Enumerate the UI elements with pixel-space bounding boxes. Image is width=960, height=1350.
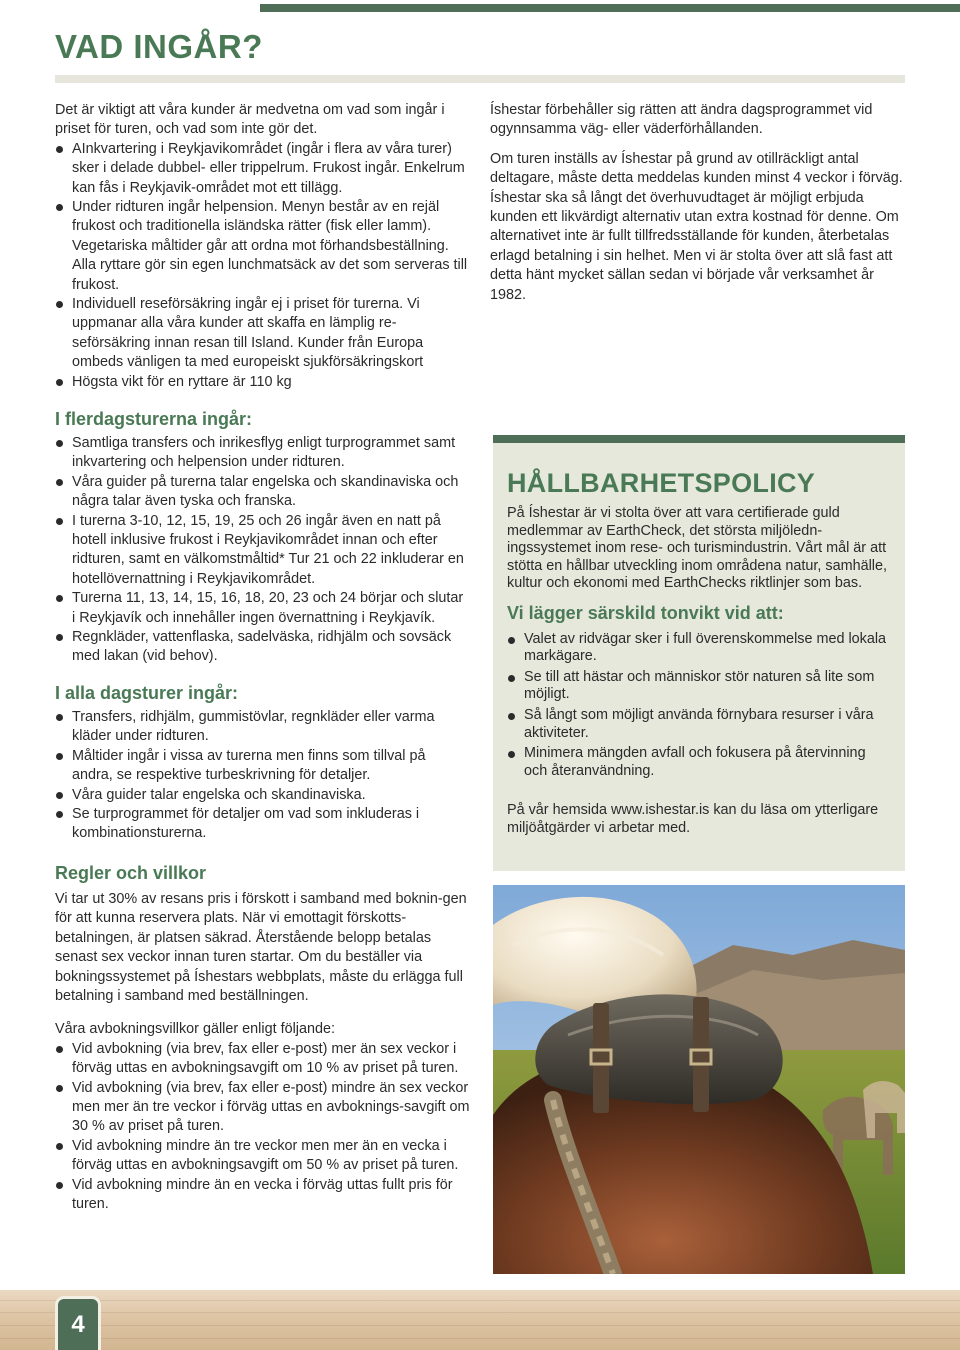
list-item: AInkvartering i Reykjavikområdet (ingår i flera av våra turer) sker i delade dubbel- eller trippelrum. Frukost ingår. Enkelrum kan fås i Reykjavik-området mot ett tillägg. bbox=[55, 140, 470, 198]
top-accent-bar bbox=[0, 0, 960, 12]
sustainability-box bbox=[493, 435, 905, 871]
cancel-list bbox=[55, 1040, 470, 1215]
section-heading: I flerdagsturerna ingår: bbox=[55, 409, 253, 429]
page-number-tab bbox=[55, 1296, 101, 1350]
top-accent-stripe bbox=[260, 4, 960, 12]
info-paragraph: Íshestar förbehåller sig rätten att ändra dagsprogrammet vid ogynnsamma väg- eller väderförhållanden. bbox=[490, 102, 873, 138]
list-item: Se turprogrammet för detaljer om vad som inkluderas i kombinationsturerna. bbox=[55, 805, 470, 844]
list-item: Se till att hästar och människor stör naturen så lite som möjligt. bbox=[507, 669, 891, 704]
footer-wood-band bbox=[0, 1290, 960, 1350]
cancel-intro: Våra avbokningsvillkor gäller enligt följande: bbox=[55, 1021, 335, 1038]
section-heading: I alla dagsturer ingår: bbox=[55, 683, 239, 703]
list-item: Våra guider på turerna talar engelska och skandinaviska och några talar även tyska och franska. bbox=[55, 473, 470, 512]
list-item: Valet av ridvägar sker i full överenskommelse med lokala markägare. bbox=[507, 631, 891, 666]
terms-section bbox=[55, 862, 470, 1215]
multi-day-list bbox=[55, 434, 470, 667]
list-item: Vid avbokning (via brev, fax eller e-post) mindre än sex veckor men mer än tre veckor i förväg uttas en avboknings-savgift om 30 % av priset på turen. bbox=[55, 1079, 470, 1137]
page-number: 4 bbox=[71, 1310, 85, 1338]
right-info-section bbox=[490, 101, 905, 315]
day-tours-list bbox=[55, 708, 470, 844]
page-title: VAD INGÅR? bbox=[55, 28, 263, 65]
list-item: Under ridturen ingår helpension. Menyn består av en rejäl frukost och traditionella isländska rätter (fisk eller lamm). Vegetariska måltider går att ordna mot förhandsbeställning. Alla ryttare gör sin egen lunchmatsäck av det som serveras till frukost. bbox=[55, 198, 470, 295]
intro-section bbox=[55, 101, 470, 392]
list-item: Samtliga transfers och inrikesflyg enligt turprogrammet samt inkvartering och helpension under ridturen. bbox=[55, 434, 470, 473]
list-item: Vid avbokning mindre än tre veckor men mer än en vecka i förväg uttas en avbokningsavgift om 50 % av priset på turen. bbox=[55, 1137, 470, 1176]
multi-day-section bbox=[55, 408, 470, 667]
policy-outro: På vår hemsida www.ishestar.is kan du läsa om ytterligare miljöåtgärder vi arbetar med. bbox=[507, 802, 879, 836]
terms-paragraph: Vi tar ut 30% av resans pris i förskott i samband med boknin-gen för att kunna reservera plats. När vi emottagit förskotts-betalningen, är platsen säkrad. Återstående belopp betalas senast sex veckor innan turen startar. Om du beställer via bokningssystemet på Íshestars webbplats, måste du erlägga full betalning i samband med beställningen. bbox=[55, 891, 467, 1005]
list-item: Transfers, ridhjälm, gummistövlar, regnkläder eller varma kläder under ridturen. bbox=[55, 708, 470, 747]
policy-intro: På Íshestar är vi stolta över att vara certifierade guld medlemmar av EarthCheck, det största miljöledn-ingssystemet inom rese- och turismindustrin. Vårt mål är att stötta en hållbar utveckling inom områdena natur, samhälle, kultur och ekonomi med EarthChecks riktlinjer som bas. bbox=[507, 505, 887, 592]
list-item: Vid avbokning mindre än en vecka i förväg uttas fullt pris för turen. bbox=[55, 1176, 470, 1215]
list-item: Turerna 11, 13, 14, 15, 16, 18, 20, 23 och 24 börjar och slutar i Reykjavík och innehåller ingen övernattning i Reykjavík. bbox=[55, 589, 470, 628]
list-item: I turerna 3-10, 12, 15, 19, 25 och 26 ingår även en natt på hotell inklusive frukost i Reykjavikområdet innan och efter ridturen, samt en välkomstmåltid* Tur 21 och 22 inkluderar en hotellövernattning i Reykjavikområdet. bbox=[55, 512, 470, 590]
policy-list bbox=[507, 631, 891, 781]
policy-title: HÅLLBARHETSPOLICY bbox=[507, 468, 816, 498]
intro-lead: Det är viktigt att våra kunder är medvetna om vad som ingår i priset för turen, och vad som inte gör det. bbox=[55, 102, 445, 138]
intro-list bbox=[55, 140, 470, 392]
list-item: Högsta vikt för en ryttare är 110 kg bbox=[55, 373, 470, 392]
title-divider bbox=[55, 75, 905, 83]
info-paragraph: Om turen inställs av Íshestar på grund av otillräckligt antal deltagare, måste detta meddelas kunden minst 4 veckor i förväg. Íshestar ska så långt det överhuvudtaget är möjligt erbjuda kunden ett likvärdigt alternativ utan extra kostnad för denne. Om alternativet inte är fullt tillfredsställande för kunden, återbetalas erlagd betalning i sin helhet. Men vi är stolta över att slå fast att detta hänt mycket sällan sedan vi började vår verksamhet år 1982. bbox=[490, 150, 903, 303]
policy-subheading: Vi lägger särskild tonvikt vid att: bbox=[507, 602, 784, 623]
list-item: Våra guider talar engelska och skandinaviska. bbox=[55, 786, 470, 805]
day-tours-section bbox=[55, 682, 470, 844]
list-item: Vid avbokning (via brev, fax eller e-post) mer än sex veckor i förväg uttas en avbokningsavgift om 10 % av priset på turen. bbox=[55, 1040, 470, 1079]
list-item: Så långt som möjligt använda förnybara resurser i våra aktiviteter. bbox=[507, 707, 891, 742]
section-heading: Regler och villkor bbox=[55, 863, 207, 883]
list-item: Minimera mängden avfall och fokusera på återvinning och återanvändning. bbox=[507, 745, 891, 780]
horse-photo bbox=[493, 885, 905, 1274]
list-item: Individuell reseförsäkring ingår ej i priset för turerna. Vi uppmanar alla våra kunder att skaffa en lämplig re-seförsäkring innan resan till Island. Kunder från Europa ombeds vänligen ta med europeiskt sjukförsäkringskort bbox=[55, 295, 470, 373]
list-item: Regnkläder, vattenflaska, sadelväska, ridhjälm och sovsäck med lakan (vid behov). bbox=[55, 628, 470, 667]
list-item: Måltider ingår i vissa av turerna men finns som tillval på andra, se respektive turbeskrivning för detaljer. bbox=[55, 747, 470, 786]
